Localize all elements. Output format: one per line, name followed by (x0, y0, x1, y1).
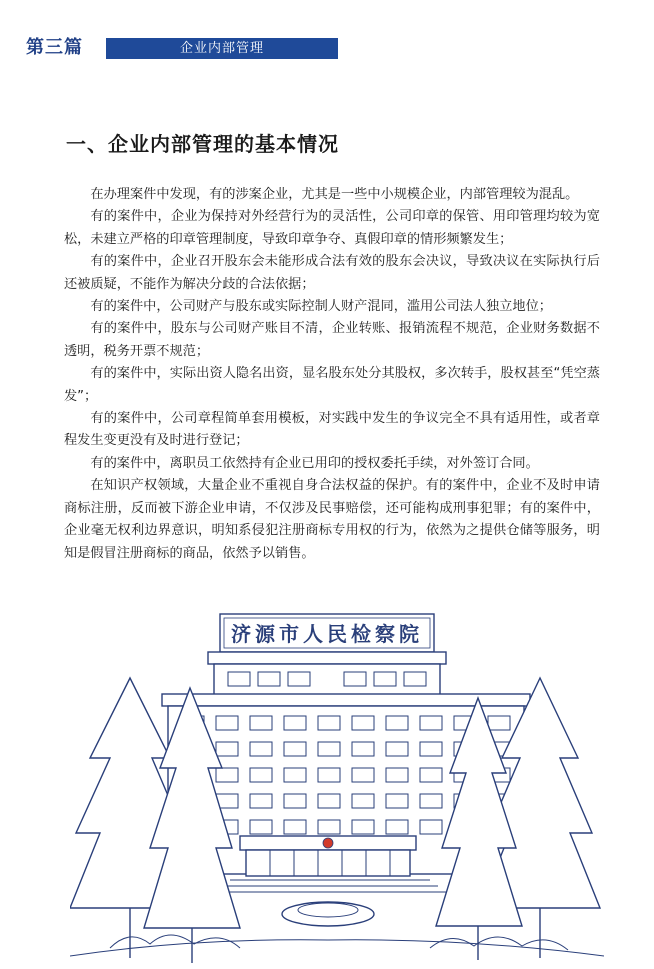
fountain (282, 902, 374, 926)
part-label: 第三篇 (26, 37, 83, 58)
emblem-icon (323, 838, 333, 848)
paragraph: 有的案件中，股东与公司财产账目不清，企业转账、报销流程不规范，企业财务数据不透明，税务开票不规范； (64, 321, 600, 359)
chapter-banner: 企业内部管理 (106, 38, 338, 59)
paragraph: 有的案件中，公司章程简单套用模板，对实践中发生的争议完全不具有适用性，或者章程发生变更没有及时进行登记； (64, 411, 600, 449)
procuratorate-building-illustration (70, 608, 604, 969)
paragraph: 有的案件中，公司财产与股东或实际控制人财产混同，滥用公司法人独立地位； (90, 299, 552, 315)
paragraph: 有的案件中，企业为保持对外经营行为的灵活性，公司印章的保管、用印管理均较为宽松，未建立严格的印章管理制度，导致印章争夺、真假印章的情形频繁发生； (64, 209, 600, 247)
paragraph: 有的案件中，离职员工依然持有企业已用印的授权委托手续，对外签订合同。 (90, 455, 539, 471)
paragraph: 在办理案件中发现，有的涉案企业，尤其是一些中小规模企业，内部管理较为混乱。 (90, 187, 579, 202)
roof-main (162, 694, 530, 706)
paragraph: 有的案件中，企业召开股东会未能形成合法有效的股东会决议，导致决议在实际执行后还被质疑，不能作为解决分歧的合法依据； (64, 254, 600, 292)
bushes (110, 935, 568, 950)
body-text (64, 184, 600, 565)
ground (70, 940, 604, 956)
section-title: 一、企业内部管理的基本情况 (66, 132, 339, 156)
sign-text: 济源市人民检察院 (231, 622, 423, 646)
entrance (246, 850, 410, 876)
paragraph: 在知识产权领域，大量企业不重视自身合法权益的保护。有的案件中，企业不及时申请商标注册，反而被下游企业申请，不仅涉及民事赔偿，还可能构成刑事犯罪；有的案件中，企业毫无权利边界意识，明知系侵犯注册商标专用权的行为，依然为之提供仓储等服务，明知是假冒注册商标的商品，依然予以销售。 (64, 478, 600, 561)
roof-top (208, 652, 446, 664)
paragraph: 有的案件中，实际出资人隐名出资，显名股东处分其股权，多次转手，股权甚至“凭空蒸发”； (64, 366, 600, 404)
page-header (0, 36, 654, 60)
front-steps (214, 880, 446, 892)
